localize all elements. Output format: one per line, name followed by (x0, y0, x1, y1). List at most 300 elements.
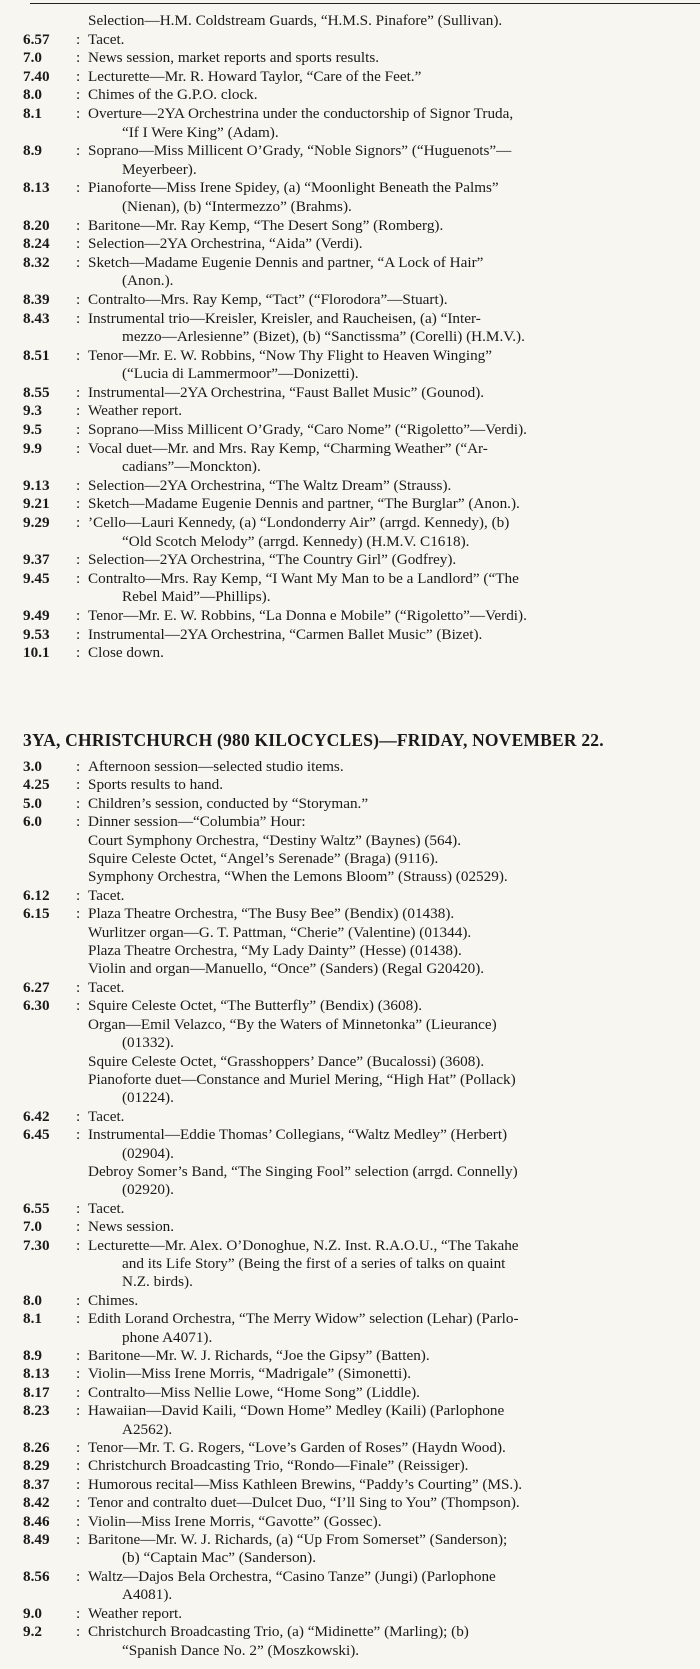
entry-line: Meyerbeer). (122, 160, 197, 178)
entry-time: 8.9 (23, 142, 42, 160)
programme-entry (0, 942, 700, 960)
programme-entry (0, 514, 700, 551)
entry-line: Children’s session, conducted by “Storyman.” (88, 794, 369, 812)
entry-separator: : (76, 758, 81, 775)
entry-line: Weather report. (88, 402, 183, 420)
programme-entry (0, 607, 700, 626)
entry-separator: : (76, 402, 81, 420)
entry-line: A2562). (122, 1420, 173, 1438)
entry-time: 6.57 (23, 30, 50, 48)
programme-entry (0, 1384, 700, 1402)
programme-entry (0, 179, 700, 216)
entry-line: Christchurch Broadcasting Trio, “Rondo—Finale” (Reissiger). (88, 1457, 469, 1475)
entry-time: 9.29 (23, 514, 50, 532)
entry-time: 9.37 (23, 551, 50, 569)
entry-separator: : (76, 1365, 81, 1383)
programme-entry (0, 49, 700, 68)
entry-line: Violin—Miss Irene Morris, “Madrigale” (Simonetti). (88, 1365, 412, 1383)
entry-time: 8.13 (23, 179, 50, 197)
programme-entry (0, 495, 700, 514)
entry-line: Selection—H.M. Coldstream Guards, “H.M.S. Pinafore” (Sullivan). (88, 12, 503, 29)
entry-separator: : (76, 1383, 81, 1401)
programme-entry (0, 235, 700, 254)
programme-entry (0, 813, 700, 831)
entry-description (88, 235, 363, 254)
programme-entry (0, 217, 700, 236)
entry-description (88, 217, 443, 236)
entry-line: ’Cello—Lauri Kennedy, (a) “Londonderry Air” (arrgd. Kennedy), (b) (88, 514, 510, 532)
entry-description (88, 813, 306, 831)
entry-line: Court Symphony Orchestra, “Destiny Waltz” (Baynes) (564). (88, 831, 462, 849)
entry-description (88, 1623, 469, 1660)
entry-line: Squire Celeste Octet, “Grasshoppers’ Dance” (Bucalossi) (3608). (88, 1052, 485, 1070)
programme-entry (0, 421, 700, 440)
entry-separator: : (76, 86, 81, 104)
entry-separator: : (76, 813, 81, 831)
programme-section-3ya (0, 758, 700, 1660)
programme-entry (0, 1494, 700, 1512)
entry-separator: : (76, 49, 81, 67)
entry-separator: : (76, 253, 81, 271)
entry-time: 8.42 (23, 1494, 50, 1512)
entry-description (88, 832, 461, 850)
entry-time: 9.9 (23, 439, 42, 457)
entry-time: 8.46 (23, 1512, 50, 1530)
entry-separator: : (76, 607, 81, 624)
entry-line: cadians”—Monckton). (122, 458, 261, 476)
entry-description (88, 1292, 138, 1310)
programme-entry (0, 868, 700, 886)
entry-line: Selection—2YA Orchestrina, “The Country Girl” (Godfrey). (88, 551, 457, 569)
entry-time: 3.0 (23, 758, 42, 775)
entry-separator: : (76, 309, 81, 327)
entry-line: Selection—2YA Orchestrina, “Aida” (Verdi). (88, 235, 363, 253)
entry-time: 9.2 (23, 1623, 42, 1641)
entry-description (88, 607, 527, 626)
programme-entry (0, 626, 700, 645)
entry-time: 8.26 (23, 1439, 50, 1457)
entry-separator: : (76, 1439, 81, 1457)
entry-line: Violin—Miss Irene Morris, “Gavotte” (Gossec). (88, 1512, 382, 1530)
entry-line: Tenor—Mr. E. W. Robbins, “Now Thy Flight to Heaven Winging” (88, 346, 492, 364)
entry-line: Sketch—Madame Eugenie Dennis and partner, “The Burglar” (Anon.). (88, 495, 520, 513)
entry-line: Chimes of the G.P.O. clock. (88, 86, 258, 104)
entry-line: N.Z. birds). (122, 1273, 193, 1291)
entry-description (88, 310, 525, 347)
entry-line: Plaza Theatre Orchestra, “The Busy Bee” (Bendix) (01438). (88, 905, 455, 923)
entry-description (88, 179, 499, 216)
entry-time: 8.29 (23, 1457, 50, 1475)
entry-time: 6.42 (23, 1107, 50, 1125)
entry-description (88, 570, 519, 607)
entry-separator: : (76, 776, 81, 794)
entry-description (88, 905, 454, 923)
entry-description (88, 1237, 519, 1292)
entry-separator: : (76, 1236, 81, 1254)
entry-separator: : (76, 1494, 81, 1512)
entry-line: Pianoforte duet—Constance and Muriel Mering, “High Hat” (Pollack) (88, 1070, 516, 1088)
entry-description (88, 1457, 468, 1475)
entry-separator: : (76, 978, 81, 996)
entry-line: Chimes. (88, 1291, 139, 1309)
entry-line: Christchurch Broadcasting Trio, (a) “Midinette” (Marling); (b) (88, 1623, 469, 1641)
entry-line: Pianoforte—Miss Irene Spidey, (a) “Moonlight Beneath the Palms” (88, 179, 499, 197)
entry-line: Rebel Maid”—Phillips). (122, 588, 271, 606)
entry-line: “Spanish Dance No. 2” (Moszkowski). (122, 1641, 360, 1659)
entry-time: 6.15 (23, 905, 50, 923)
entry-description (88, 1200, 124, 1218)
programme-entry (0, 1108, 700, 1126)
programme-entry (0, 1531, 700, 1568)
entry-separator: : (76, 67, 81, 85)
programme-entry (0, 68, 700, 87)
programme-entry (0, 105, 700, 142)
entry-line: Humorous recital—Miss Kathleen Brewins, “Paddy’s Courting” (MS.). (88, 1475, 523, 1493)
entry-line: Organ—Emil Velazco, “By the Waters of Minnetonka” (Lieurance) (88, 1015, 497, 1033)
entry-separator: : (76, 794, 81, 812)
entry-separator: : (76, 290, 81, 308)
programme-entry (0, 86, 700, 105)
entry-description (88, 868, 508, 886)
entry-description (88, 1513, 382, 1531)
entry-description (88, 1347, 430, 1365)
entry-separator: : (76, 1475, 81, 1493)
entry-time: 9.49 (23, 607, 50, 624)
entry-line: Close down. (88, 644, 164, 662)
entry-separator: : (76, 383, 81, 401)
entry-line: Baritone—Mr. W. J. Richards, (a) “Up From Somerset” (Sanderson); (88, 1531, 508, 1549)
entry-time: 9.3 (23, 402, 42, 420)
programme-entry (0, 291, 700, 310)
entry-separator: : (76, 235, 81, 253)
entry-description (88, 105, 513, 142)
entry-separator: : (76, 1623, 81, 1641)
entry-description (88, 1531, 507, 1568)
entry-separator: : (76, 1457, 81, 1475)
entry-time: 8.43 (23, 309, 50, 327)
entry-line: Lecturette—Mr. R. Howard Taylor, “Care of the Feet.” (88, 67, 422, 85)
entry-time: 8.49 (23, 1531, 50, 1549)
entry-line: Sketch—Madame Eugenie Dennis and partner, “A Lock of Hair” (88, 253, 484, 271)
programme-section-2ya (0, 12, 700, 663)
programme-entry (0, 1292, 700, 1310)
programme-entry (0, 1347, 700, 1365)
entry-description (88, 384, 484, 403)
entry-time: 7.0 (23, 49, 42, 67)
entry-time: 9.0 (23, 1604, 42, 1622)
programme-entry (0, 997, 700, 1015)
programme-entry (0, 758, 700, 776)
entry-line: Instrumental—2YA Orchestrina, “Carmen Ballet Music” (Bizet). (88, 625, 483, 643)
entry-time: 8.37 (23, 1475, 50, 1493)
entry-separator: : (76, 625, 81, 643)
programme-entry (0, 1016, 700, 1053)
programme-entry (0, 1310, 700, 1347)
entry-line: Lecturette—Mr. Alex. O’Donoghue, N.Z. Inst. R.A.O.U., “The Takahe (88, 1236, 519, 1254)
entry-line: mezzo—Arlesienne” (Bizet), (b) “Sanctissma” (Corelli) (H.M.V.). (122, 328, 525, 346)
entry-description (88, 1016, 497, 1053)
programme-entry (0, 1457, 700, 1475)
entry-description (88, 1053, 484, 1071)
entry-description (88, 402, 182, 421)
entry-line: Contralto—Miss Nellie Lowe, “Home Song” (Liddle). (88, 1383, 420, 1401)
entry-line: Violin and organ—Manuello, “Once” (Sanders) (Regal G20420). (88, 960, 485, 978)
entry-description (88, 1605, 182, 1623)
entry-line: “Old Scotch Melody” (arrgd. Kennedy) (H.M.V. C1618). (122, 532, 470, 550)
entry-time: 9.21 (23, 495, 50, 513)
entry-separator: : (76, 905, 81, 923)
entry-description (88, 1163, 518, 1200)
entry-line: Instrumental trio—Kreisler, Kreisler, and Raucheisen, (a) “Inter- (88, 309, 481, 327)
programme-entry (0, 960, 700, 978)
entry-separator: : (76, 569, 81, 587)
entry-line: Soprano—Miss Millicent O’Grady, “Caro Nome” (“Rigoletto”—Verdi). (88, 421, 527, 439)
entry-line: phone A4071). (122, 1328, 213, 1346)
entry-description (88, 49, 379, 68)
entry-time: 9.45 (23, 569, 50, 587)
entry-line: (“Lucia di Lammermoor”—Donizetti). (122, 365, 359, 383)
entry-description (88, 1310, 519, 1347)
entry-line: Instrumental—2YA Orchestrina, “Faust Ballet Music” (Gounod). (88, 383, 485, 401)
entry-separator: : (76, 886, 81, 904)
programme-entry (0, 142, 700, 179)
entry-time: 6.12 (23, 886, 50, 904)
entry-separator: : (76, 476, 81, 494)
programme-entry (0, 1053, 700, 1071)
entry-separator: : (76, 1604, 81, 1622)
entry-line: Soprano—Miss Millicent O’Grady, “Noble Signors” (“Huguenots”— (88, 142, 512, 160)
programme-entry (0, 12, 700, 31)
entry-separator: : (76, 346, 81, 364)
entry-time: 8.51 (23, 346, 50, 364)
entry-description (88, 1439, 506, 1457)
entry-time: 8.32 (23, 253, 50, 271)
entry-separator: : (76, 179, 81, 197)
entry-line: Tacet. (88, 1199, 125, 1217)
entry-separator: : (76, 1291, 81, 1309)
entry-description (88, 1108, 124, 1126)
entry-description (88, 850, 438, 868)
entry-time: 6.27 (23, 978, 50, 996)
entry-description (88, 758, 344, 776)
entry-time: 8.1 (23, 104, 42, 122)
programme-entry (0, 384, 700, 403)
entry-description (88, 924, 471, 942)
entry-description (88, 291, 448, 310)
entry-line: Weather report. (88, 1604, 183, 1622)
entry-line: Dinner session—“Columbia” Hour: (88, 813, 306, 831)
programme-entry (0, 1439, 700, 1457)
programme-entry (0, 254, 700, 291)
entry-separator: : (76, 1310, 81, 1328)
entry-separator: : (76, 1218, 81, 1236)
entry-line: Wurlitzer organ—G. T. Pattman, “Cherie” (Valentine) (01344). (88, 923, 472, 941)
entry-line: News session, market reports and sports results. (88, 49, 380, 67)
entry-line: Tacet. (88, 886, 125, 904)
entry-line: Edith Lorand Orchestra, “The Merry Widow” selection (Lehar) (Parlo- (88, 1310, 519, 1328)
entry-description (88, 31, 124, 50)
entry-separator: : (76, 644, 81, 662)
programme-entry (0, 1568, 700, 1605)
entry-time: 9.5 (23, 421, 42, 439)
entry-time: 9.53 (23, 625, 50, 643)
entry-line: “If I Were King” (Adam). (122, 123, 279, 141)
programme-entry (0, 402, 700, 421)
programme-entry (0, 1071, 700, 1108)
programme-entry (0, 1605, 700, 1623)
programme-entry (0, 1200, 700, 1218)
programme-entry (0, 310, 700, 347)
entry-description (88, 347, 492, 384)
entry-description (88, 1365, 411, 1383)
programme-entry (0, 1218, 700, 1236)
top-rule (30, 3, 700, 4)
entry-line: Plaza Theatre Orchestra, “My Lady Dainty” (Hesse) (01438). (88, 942, 462, 960)
entry-description (88, 1568, 496, 1605)
entry-description (88, 514, 509, 551)
entry-separator: : (76, 495, 81, 513)
entry-line: Tacet. (88, 978, 125, 996)
programme-entry (0, 979, 700, 997)
programme-entry (0, 1623, 700, 1660)
entry-line: (b) “Captain Mac” (Sanderson). (122, 1549, 316, 1567)
entry-separator: : (76, 1512, 81, 1530)
entry-description (88, 477, 451, 496)
entry-line: Squire Celeste Octet, “The Butterfly” (Bendix) (3608). (88, 997, 423, 1015)
entry-line: (02904). (122, 1144, 174, 1162)
entry-description (88, 1494, 520, 1512)
entry-description (88, 942, 462, 960)
entry-description (88, 142, 511, 179)
entry-description (88, 1126, 507, 1163)
programme-entry (0, 776, 700, 794)
entry-line: Sports results to hand. (88, 776, 223, 794)
entry-line: Baritone—Mr. W. J. Richards, “Joe the Gipsy” (Batten). (88, 1347, 430, 1364)
entry-time: 8.0 (23, 86, 42, 104)
entry-time: 9.13 (23, 476, 50, 494)
programme-entry (0, 1513, 700, 1531)
entry-separator: : (76, 30, 81, 48)
entry-time: 7.0 (23, 1218, 42, 1236)
programme-entry (0, 1476, 700, 1494)
entry-line: (01224). (122, 1089, 174, 1107)
entry-line: (01332). (122, 1034, 174, 1052)
entry-line: Instrumental—Eddie Thomas’ Collegians, “Waltz Medley” (Herbert) (88, 1126, 508, 1144)
entry-line: A4081). (122, 1586, 173, 1604)
entry-description (88, 551, 456, 570)
entry-separator: : (76, 1402, 81, 1420)
entry-description (88, 1476, 522, 1494)
programme-entry (0, 31, 700, 50)
entry-line: Afternoon session—selected studio items. (88, 758, 344, 775)
entry-time: 5.0 (23, 794, 42, 812)
entry-line: Contralto—Mrs. Ray Kemp, “Tact” (“Florodora”—Stuart). (88, 290, 448, 308)
station-heading: 3YA, CHRISTCHURCH (980 KILOCYCLES)—FRIDAY, NOVEMBER 22. (23, 730, 604, 750)
entry-description (88, 495, 520, 514)
entry-time: 8.39 (23, 290, 50, 308)
entry-separator: : (76, 551, 81, 569)
entry-time: 7.40 (23, 67, 50, 85)
programme-entry (0, 570, 700, 607)
entry-description (88, 254, 483, 291)
programme-entry (0, 1365, 700, 1383)
entry-separator: : (76, 1107, 81, 1125)
entry-line: Tenor—Mr. E. W. Robbins, “La Donna e Mobile” (“Rigoletto”—Verdi). (88, 607, 527, 624)
entry-line: and its Life Story” (Being the first of a series of talks on quaint (122, 1254, 506, 1272)
entry-time: 8.20 (23, 216, 50, 234)
entry-separator: : (76, 142, 81, 160)
entry-description (88, 1218, 174, 1236)
entry-line: Contralto—Mrs. Ray Kemp, “I Want My Man to be a Landlord” (“The (88, 569, 519, 587)
entry-description (88, 776, 223, 794)
programme-entry (0, 832, 700, 850)
entry-description (88, 1384, 420, 1402)
entry-line: Tacet. (88, 1107, 125, 1125)
entry-description (88, 440, 488, 477)
entry-line: (02920). (122, 1181, 174, 1199)
entry-line: News session. (88, 1218, 175, 1236)
entry-separator: : (76, 216, 81, 234)
entry-line: Baritone—Mr. Ray Kemp, “The Desert Song” (Romberg). (88, 216, 444, 234)
entry-line: Overture—2YA Orchestrina under the conductorship of Signor Truda, (88, 104, 514, 122)
entry-description (88, 1402, 504, 1439)
entry-separator: : (76, 1347, 81, 1364)
programme-entry (0, 477, 700, 496)
programme-entry (0, 551, 700, 570)
entry-line: Tenor and contralto duet—Dulcet Duo, “I’ll Sing to You” (Thompson). (88, 1494, 520, 1512)
entry-description (88, 12, 502, 31)
programme-entry (0, 1163, 700, 1200)
entry-time: 6.30 (23, 997, 50, 1015)
entry-time: 6.55 (23, 1199, 50, 1217)
entry-separator: : (76, 997, 81, 1015)
entry-line: Hawaiian—David Kaili, “Down Home” Medley (Kaili) (Parlophone (88, 1402, 505, 1420)
entry-description (88, 1071, 516, 1108)
programme-entry (0, 850, 700, 868)
entry-time: 8.17 (23, 1383, 50, 1401)
entry-separator: : (76, 1531, 81, 1549)
programme-entry (0, 1237, 700, 1292)
entry-separator: : (76, 1567, 81, 1585)
entry-time: 8.13 (23, 1365, 50, 1383)
entry-line: Tacet. (88, 30, 125, 48)
programme-entry (0, 347, 700, 384)
programme-entry (0, 1402, 700, 1439)
entry-separator: : (76, 421, 81, 439)
entry-time: 8.55 (23, 383, 50, 401)
entry-description (88, 68, 421, 87)
entry-line: Vocal duet—Mr. and Mrs. Ray Kemp, “Charming Weather” (“Ar- (88, 439, 488, 457)
programme-entry (0, 795, 700, 813)
entry-time: 10.1 (23, 644, 50, 662)
programme-entry (0, 887, 700, 905)
entry-description (88, 626, 482, 645)
entry-line: Selection—2YA Orchestrina, “The Waltz Dream” (Strauss). (88, 476, 452, 494)
entry-line: (Nienan), (b) “Intermezzo” (Brahms). (122, 197, 352, 215)
entry-time: 7.30 (23, 1236, 50, 1254)
entry-time: 6.45 (23, 1126, 50, 1144)
entry-time: 8.23 (23, 1402, 50, 1420)
entry-description (88, 644, 164, 663)
entry-description (88, 960, 484, 978)
entry-line: Squire Celeste Octet, “Angel’s Serenade” (Braga) (9116). (88, 850, 439, 868)
entry-line: (Anon.). (122, 272, 174, 290)
entry-description (88, 795, 368, 813)
entry-line: Waltz—Dajos Bela Orchestra, “Casino Tanze” (Jungi) (Parlophone (88, 1567, 496, 1585)
entry-time: 4.25 (23, 776, 50, 794)
programme-entry (0, 440, 700, 477)
entry-separator: : (76, 439, 81, 457)
